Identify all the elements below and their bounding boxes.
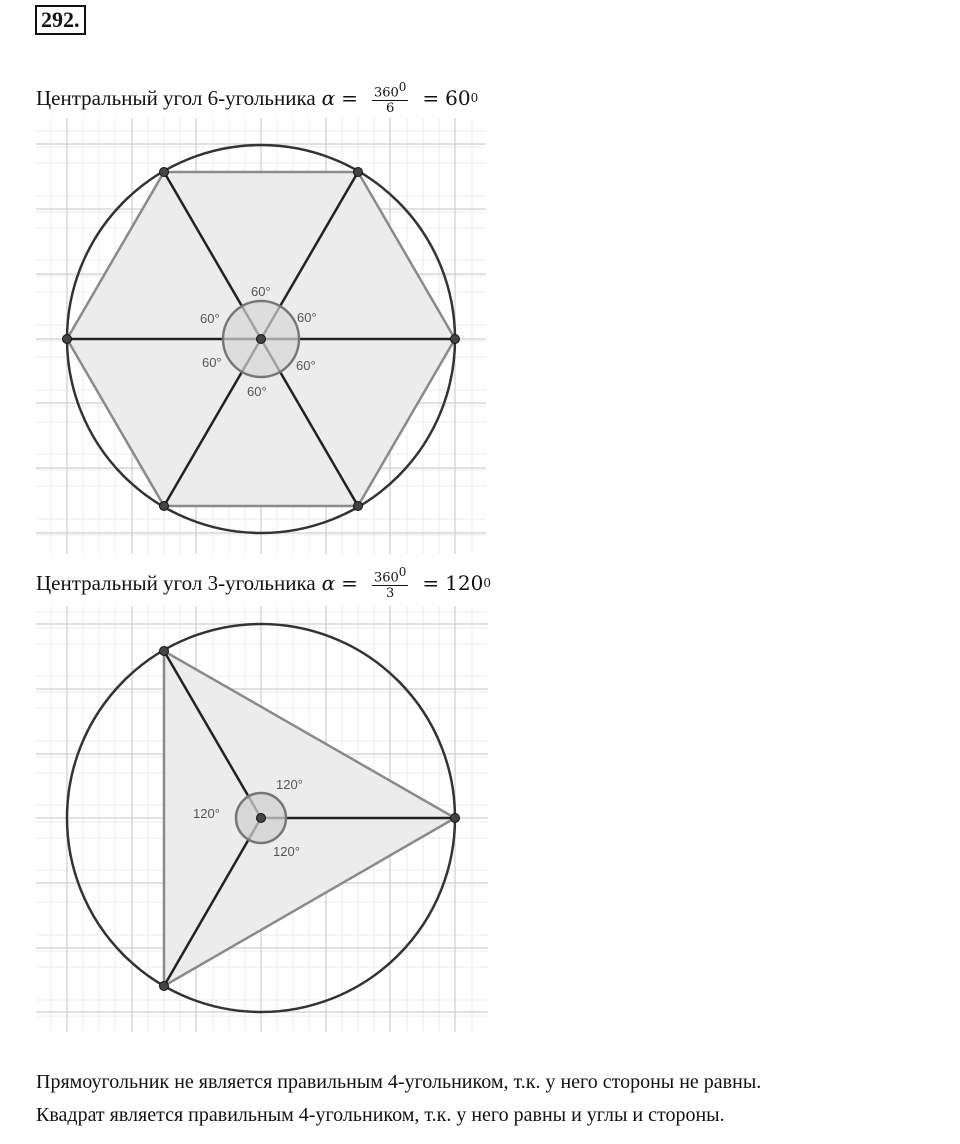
equals-sign: = [341, 86, 358, 111]
result-degree: 0 [470, 91, 479, 106]
denominator: 3 [386, 586, 395, 602]
problem-number: 292. [35, 5, 86, 35]
hexagon-formula [36, 80, 478, 116]
angle-label: 60° [202, 355, 222, 370]
triangle-formula-math [322, 565, 491, 601]
equals-sign: = [341, 571, 358, 596]
angle-label: 60° [200, 311, 220, 326]
angle-label: 120° [273, 844, 300, 859]
triangle-formula [36, 565, 491, 601]
result: 60 [445, 86, 471, 111]
fraction [372, 80, 408, 116]
hexagon-diagram [36, 118, 486, 554]
fraction [372, 565, 408, 601]
equals-sign-2: = [422, 86, 440, 111]
alpha-symbol: α [321, 571, 336, 596]
angle-label: 60° [251, 284, 271, 299]
angle-label: 60° [247, 384, 267, 399]
triangle-formula-text: Центральный угол 3-угольника [36, 570, 316, 595]
angle-label: 60° [296, 358, 316, 373]
angle-label: 120° [276, 777, 303, 792]
result: 120 [445, 571, 484, 596]
numerator-degree: 0 [398, 80, 407, 94]
hexagon-figure [36, 118, 486, 554]
conclusion-square: Квадрат является правильным 4-угольником, т.к. у него равны и углы и стороны. [36, 1104, 725, 1126]
denominator: 6 [386, 101, 395, 117]
triangle-diagram [36, 606, 488, 1032]
hexagon-formula-text: Центральный угол 6-угольника [36, 85, 316, 110]
numerator: 360 [373, 570, 399, 586]
hexagon-formula-math [322, 80, 479, 116]
conclusion-rectangle: Прямоугольник не является правильным 4-угольником, т.к. у него стороны не равны. [36, 1071, 762, 1093]
angle-label: 60° [297, 310, 317, 325]
numerator-degree: 0 [398, 565, 407, 579]
numerator: 360 [373, 85, 399, 101]
alpha-symbol: α [321, 86, 336, 111]
angle-label: 120° [193, 806, 220, 821]
triangle-figure [36, 606, 488, 1032]
result-degree: 0 [483, 576, 491, 591]
equals-sign-2: = [422, 571, 440, 596]
